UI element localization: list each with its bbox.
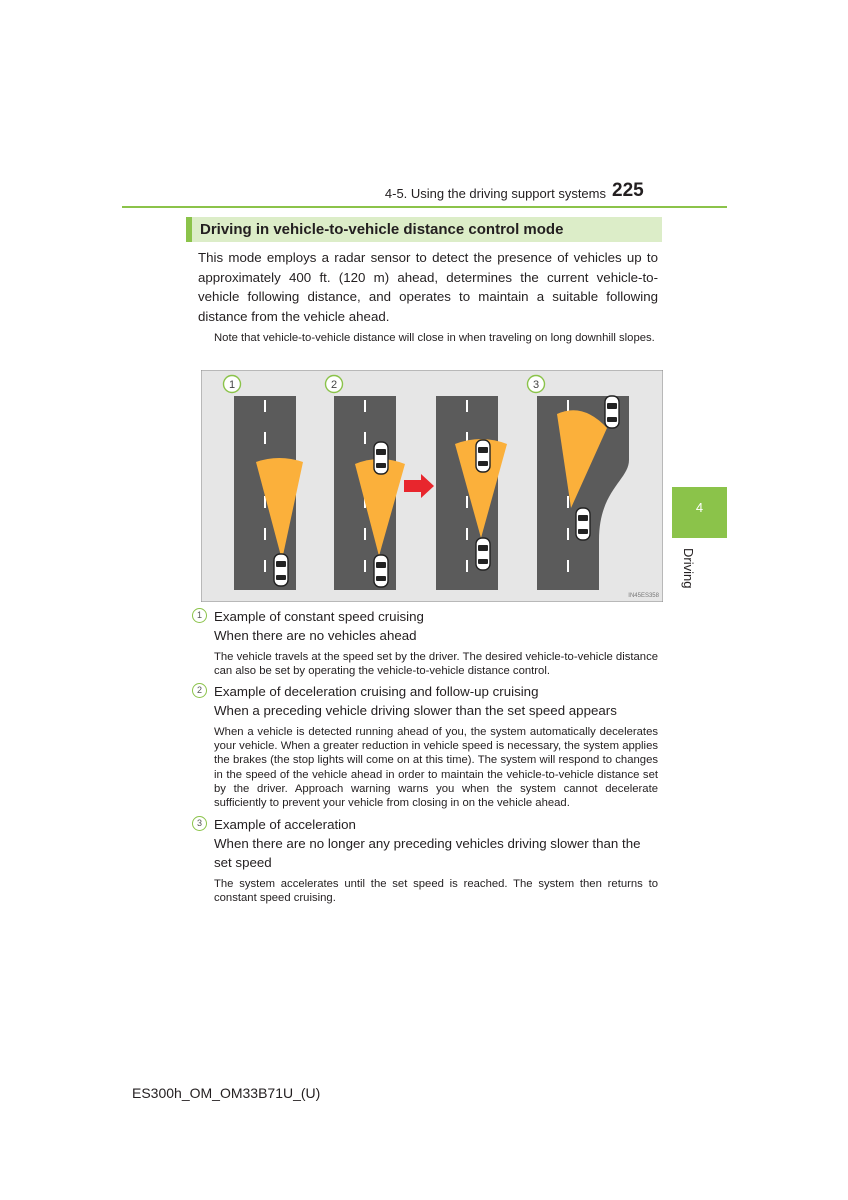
chapter-tab[interactable]: 4 bbox=[672, 487, 727, 538]
chapter-label: Driving bbox=[681, 548, 696, 589]
item-subtitle: When there are no longer any preceding vehicles driving slower than the set speed bbox=[214, 836, 641, 870]
note-paragraph: Note that vehicle-to-vehicle distance will close in when traveling on long downhill slopes. bbox=[214, 332, 655, 344]
item-number-2: 2 bbox=[192, 683, 207, 698]
radar-diagram bbox=[201, 370, 663, 602]
item-number-1: 1 bbox=[192, 608, 207, 623]
diagram-code: IN45ES358 bbox=[628, 593, 659, 599]
diagram-label-1: 1 bbox=[228, 379, 236, 391]
header-divider bbox=[122, 206, 727, 208]
page-number: 225 bbox=[612, 180, 644, 201]
item-title: Example of constant speed cruising bbox=[214, 609, 424, 624]
departing-car-3 bbox=[605, 396, 619, 428]
item-description: The vehicle travels at the speed set by the driver. The desired vehicle-to-vehicle distance can also be set by operating the vehicle-to-vehicle distance control. bbox=[214, 651, 658, 678]
section-heading: Driving in vehicle-to-vehicle distance control mode bbox=[186, 217, 662, 242]
preceding-car-2 bbox=[374, 442, 388, 474]
item-number-3: 3 bbox=[192, 816, 207, 831]
own-car-2b bbox=[476, 538, 490, 570]
intro-paragraph: This mode employs a radar sensor to detect the presence of vehicles up to approximately 400 ft. (120 m) ahead, determines the current vehicle-to-vehicle following distance, and operates to maintain a suitable following distance from the vehicle ahead. bbox=[198, 250, 658, 324]
preceding-car-2b bbox=[476, 440, 490, 472]
item-description: The system accelerates until the set speed is reached. The system then returns to constant speed cruising. bbox=[214, 878, 658, 905]
diagram-label-2: 2 bbox=[330, 379, 338, 391]
own-car-2 bbox=[374, 555, 388, 587]
item-subtitle: When there are no vehicles ahead bbox=[214, 628, 417, 643]
item-title: Example of acceleration bbox=[214, 817, 356, 832]
own-car-1 bbox=[274, 554, 288, 586]
item-subtitle: When a preceding vehicle driving slower than the set speed appears bbox=[214, 703, 617, 718]
item-title: Example of deceleration cruising and follow-up cruising bbox=[214, 684, 539, 699]
header-title: 4-5. Using the driving support systems bbox=[384, 186, 606, 201]
item-description: When a vehicle is detected running ahead of you, the system automatically decelerates your vehicle. When a greater reduction in vehicle speed is necessary, the system applies the brakes (the stop lights will come on at this time). The system will respond to changes in the speed of the vehicle ahead in order to maintain the vehicle-to-vehicle distance set by the driver. Approach warning warns you when the system cannot decelerate sufficiently to prevent your vehicle from closing in on the vehicle ahead. bbox=[214, 726, 658, 810]
own-car-3 bbox=[576, 508, 590, 540]
footer-code: ES300h_OM_OM33B71U_(U) bbox=[132, 1085, 321, 1101]
diagram-label-3: 3 bbox=[532, 379, 540, 391]
